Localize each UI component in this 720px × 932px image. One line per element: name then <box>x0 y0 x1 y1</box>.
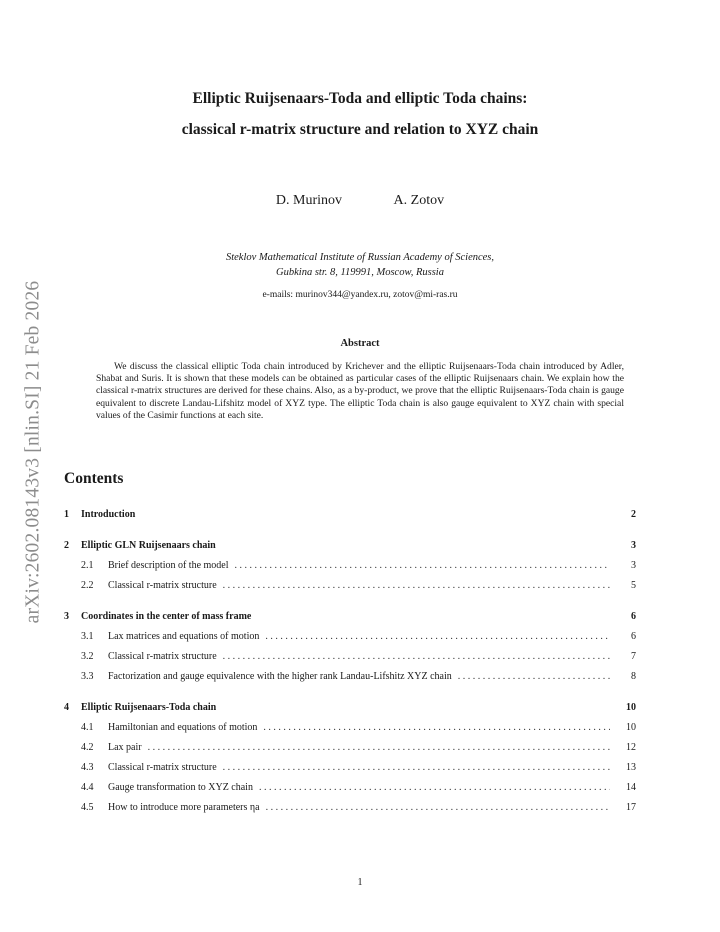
page-number: 1 <box>357 877 363 888</box>
toc-subsection-title: Lax pair <box>108 742 142 753</box>
toc-subsection-number: 4.2 <box>81 742 94 753</box>
toc-subsection-title: Classical r-matrix structure <box>108 762 217 773</box>
toc-dot-leader <box>266 802 610 813</box>
toc-page-number: 17 <box>626 802 636 813</box>
toc-section-number: 1 <box>64 509 69 520</box>
toc-subsection-title: Classical r-matrix structure <box>108 580 217 591</box>
toc-subsection-title: Classical r-matrix structure <box>108 651 217 662</box>
toc-subsection-number: 2.1 <box>81 560 94 571</box>
toc-page-number: 14 <box>626 782 636 793</box>
abstract-body: We discuss the classical elliptic Toda chain introduced by Krichever and the elliptic Ruijsenaars-Toda chain introduced by Adler, Shabat and Suris. It is shown that these models can be obtained as particular cases of the elliptic Ruijsenaars chain. We explain how the classical r-matrix structures are derived for these chains. Also, as a by-product, we prove that the elliptic Ruijsenaars-Toda chain is gauge equivalent to discrete Landau-Lifshitz model of XYZ type. The elliptic Toda chain is also gauge equivalent to XYZ chain with special values of the Casimir functions at each site. <box>96 361 624 421</box>
toc-section-title: Introduction <box>81 509 136 520</box>
toc-page-number: 6 <box>631 631 636 642</box>
toc-subsection[interactable] <box>64 782 636 793</box>
toc-page-number: 2 <box>631 509 636 520</box>
toc-section-introduction[interactable] <box>64 509 636 520</box>
toc-dot-leader <box>223 762 610 773</box>
toc-subsection-title: Lax matrices and equations of motion <box>108 631 260 642</box>
toc-page-number: 3 <box>631 540 636 551</box>
toc-dot-leader <box>259 782 610 793</box>
toc-section-ruijsenaars-toda[interactable] <box>64 702 636 713</box>
toc-subsection[interactable] <box>64 580 636 591</box>
toc-subsection[interactable] <box>64 762 636 773</box>
affiliation-line-1: Steklov Mathematical Institute of Russian Academy of Sciences, <box>225 252 495 263</box>
contents-heading: Contents <box>64 470 124 487</box>
toc-section-title: Coordinates in the center of mass frame <box>81 611 252 622</box>
toc-subsection[interactable] <box>64 722 636 733</box>
author-list <box>0 193 720 209</box>
toc-subsection-number: 4.1 <box>81 722 94 733</box>
toc-subsection-number: 4.5 <box>81 802 94 813</box>
toc-subsection[interactable] <box>64 742 636 753</box>
toc-page-number: 7 <box>631 651 636 662</box>
toc-subsection-number: 2.2 <box>81 580 94 591</box>
toc-subsection[interactable] <box>64 671 636 682</box>
toc-dot-leader <box>458 671 610 682</box>
toc-subsection[interactable] <box>64 802 636 813</box>
author-emails: e-mails: murinov344@yandex.ru, zotov@mi-ras.ru <box>262 290 458 300</box>
toc-subsection-number: 4.4 <box>81 782 94 793</box>
toc-dot-leader <box>148 742 610 753</box>
toc-subsection-title: Gauge transformation to XYZ chain <box>108 782 253 793</box>
toc-section-elliptic-gln-chain[interactable] <box>64 540 636 551</box>
toc-subsection-number: 3.2 <box>81 651 94 662</box>
toc-page-number: 8 <box>631 671 636 682</box>
toc-page-number: 5 <box>631 580 636 591</box>
toc-dot-leader <box>223 580 610 591</box>
toc-page-number: 10 <box>626 722 636 733</box>
toc-page-number: 6 <box>631 611 636 622</box>
abstract-heading: Abstract <box>340 338 380 349</box>
toc-page-number: 13 <box>626 762 636 773</box>
toc-subsection-title: How to introduce more parameters ηa <box>108 802 260 813</box>
toc-page-number: 3 <box>631 560 636 571</box>
toc-subsection-title: Hamiltonian and equations of motion <box>108 722 258 733</box>
paper-title-line-1: Elliptic Ruijsenaars-Toda and elliptic Toda chains: <box>192 90 528 107</box>
toc-subsection[interactable] <box>64 560 636 571</box>
toc-section-title: Elliptic GLN Ruijsenaars chain <box>81 540 216 551</box>
toc-subsection[interactable] <box>64 631 636 642</box>
arxiv-identifier: arXiv:2602.08143v3 [nlin.SI] 21 Feb 2026 <box>22 280 44 624</box>
affiliation-line-2: Gubkina str. 8, 119991, Moscow, Russia <box>276 267 444 278</box>
toc-dot-leader <box>223 651 610 662</box>
toc-dot-leader <box>235 560 610 571</box>
toc-section-center-of-mass[interactable] <box>64 611 636 622</box>
toc-dot-leader <box>265 631 610 642</box>
toc-subsection-number: 3.1 <box>81 631 94 642</box>
arxiv-identifier-stamp <box>14 258 52 646</box>
toc-subsection[interactable] <box>64 651 636 662</box>
paper-title-line-2: classical r-matrix structure and relation to XYZ chain <box>181 121 539 138</box>
toc-subsection-number: 3.3 <box>81 671 94 682</box>
toc-subsection-title: Factorization and gauge equivalence with the higher rank Landau-Lifshitz XYZ chain <box>108 671 452 682</box>
author-name: D. Murinov <box>275 193 343 208</box>
toc-section-number: 2 <box>64 540 69 551</box>
toc-section-title: Elliptic Ruijsenaars-Toda chain <box>81 702 217 713</box>
toc-subsection-number: 4.3 <box>81 762 94 773</box>
toc-section-number: 4 <box>64 702 69 713</box>
toc-page-number: 10 <box>626 702 636 713</box>
author-name: A. Zotov <box>393 193 445 208</box>
toc-section-number: 3 <box>64 611 69 622</box>
toc-dot-leader <box>263 722 610 733</box>
toc-subsection-title: Brief description of the model <box>108 560 229 571</box>
toc-page-number: 12 <box>626 742 636 753</box>
